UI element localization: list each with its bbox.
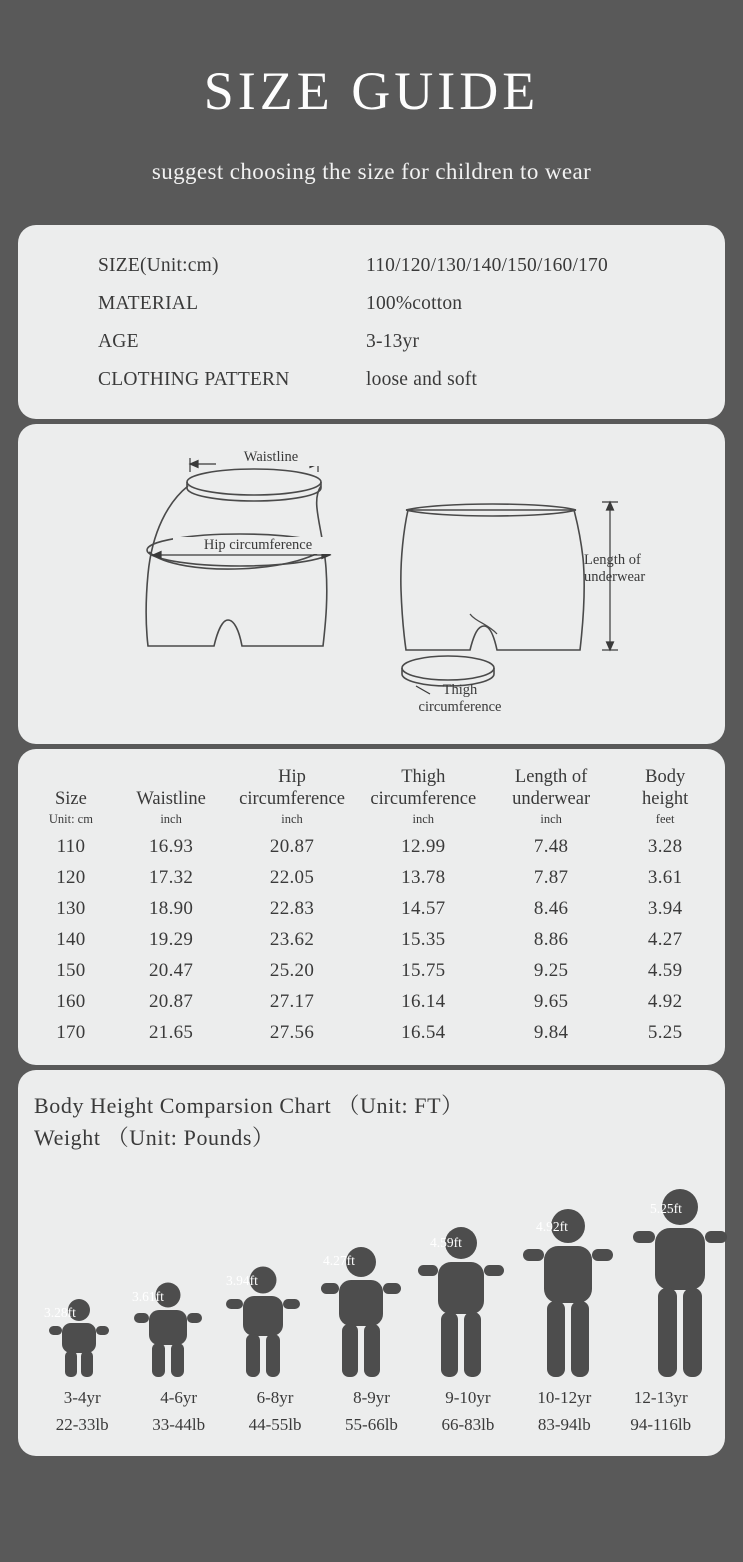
cell-thigh: 14.57: [401, 898, 446, 920]
header-hip-line2: circumference: [239, 788, 345, 809]
length-of-underwear-label: [584, 552, 714, 585]
age-label: 9-10yr: [445, 1388, 491, 1408]
cell-hip: 23.62: [269, 929, 315, 951]
height-tag-7: 5.25ft: [650, 1201, 682, 1217]
size-table-header-units: [26, 811, 717, 832]
figure-person-2: [130, 1281, 206, 1377]
figure-person-5: [414, 1225, 508, 1377]
spec-key: CLOTHING PATTERN: [98, 369, 290, 391]
cell-waistline: 20.47: [148, 960, 194, 982]
figure-person-4: [317, 1245, 405, 1377]
length-of-underwear-label-line1: Length of: [584, 552, 641, 569]
height-tag-5: 4.59ft: [430, 1235, 462, 1251]
cell-waistline: 18.90: [148, 898, 194, 920]
figure-person-6: [518, 1207, 618, 1377]
cell-size: 120: [56, 867, 86, 889]
age-weight-cell: [323, 1385, 419, 1438]
cell-length: 8.46: [533, 898, 569, 920]
age-weight-cell: [516, 1385, 612, 1438]
cell-waistline: 19.29: [148, 929, 194, 951]
cell-hip: 27.56: [269, 1022, 315, 1044]
unit-size: Unit: cm: [48, 811, 93, 826]
header-body-height-line2: height: [642, 788, 689, 809]
cell-body-height: 5.25: [647, 1022, 683, 1044]
thigh-circumference-label-line2: circumference: [418, 699, 502, 716]
cell-length: 9.25: [533, 960, 569, 982]
cell-thigh: 15.35: [401, 929, 446, 951]
measurement-diagram-panel: [18, 424, 725, 744]
weight-label: 22-33lb: [55, 1414, 109, 1434]
unit-hip: inch: [281, 811, 303, 826]
thigh-circumference-label: [380, 682, 540, 715]
cell-body-height: 3.94: [647, 898, 683, 920]
spec-key: SIZE(Unit:cm): [98, 255, 219, 277]
age-weight-row: [34, 1385, 709, 1438]
header-thigh-circumference: [358, 763, 489, 810]
cell-body-height: 3.28: [647, 836, 683, 858]
weight-label: 83-94lb: [537, 1414, 591, 1434]
cell-waistline: 21.65: [148, 1022, 194, 1044]
height-tag-4: 4.27ft: [323, 1253, 355, 1269]
age-weight-cell: [420, 1385, 516, 1438]
age-label: 8-9yr: [353, 1388, 390, 1408]
cell-body-height: 3.61: [647, 867, 683, 889]
cell-size: 110: [56, 836, 86, 858]
cell-thigh: 16.54: [401, 1022, 446, 1044]
cell-hip: 22.83: [269, 898, 315, 920]
person-icon: [518, 1207, 618, 1377]
figure-person-3: [222, 1265, 304, 1377]
cell-thigh: 13.78: [401, 867, 446, 889]
cell-waistline: 17.32: [148, 867, 194, 889]
age-weight-cell: [130, 1385, 226, 1438]
age-label: 10-12yr: [537, 1388, 592, 1408]
table-row: [26, 925, 717, 956]
size-table: [26, 763, 717, 1048]
cell-length: 7.87: [533, 867, 569, 889]
age-weight-cell: [613, 1385, 709, 1438]
unit-thigh: inch: [412, 811, 435, 826]
cell-hip: 25.20: [269, 960, 315, 982]
length-of-underwear-label-line2: underwear: [584, 569, 646, 586]
header-body-height-line1: Body: [645, 767, 686, 788]
age-weight-cell: [34, 1385, 130, 1438]
table-row: [26, 987, 717, 1018]
weight-label: 66-83lb: [441, 1414, 495, 1434]
cell-size: 130: [56, 898, 86, 920]
cell-waistline: 20.87: [148, 991, 194, 1013]
cell-thigh: 16.14: [401, 991, 446, 1013]
header-body-height: [613, 763, 717, 810]
cell-hip: 27.17: [269, 991, 315, 1013]
spec-value: 100%cotton: [366, 293, 463, 315]
spec-value: 3-13yr: [366, 331, 420, 353]
figure-person-1: [44, 1297, 114, 1377]
cell-body-height: 4.27: [647, 929, 683, 951]
header-hip-circumference: [226, 763, 357, 810]
age-weight-cell: [227, 1385, 323, 1438]
waistline-label: Waistline: [216, 449, 326, 466]
body-height-comparison-panel: [18, 1070, 725, 1456]
cell-waistline: 16.93: [148, 836, 194, 858]
age-label: 6-8yr: [256, 1388, 294, 1408]
unit-waistline: inch: [160, 811, 182, 826]
spec-key: AGE: [98, 331, 139, 353]
cell-length: 9.84: [533, 1022, 569, 1044]
header-thigh-line1: Thigh: [401, 767, 446, 788]
cell-size: 140: [56, 929, 86, 951]
spec-row: [18, 361, 725, 399]
comparison-title-line1: Body Height Comparsion Chart （Unit: FT）: [34, 1092, 464, 1118]
weight-label: 44-55lb: [248, 1414, 302, 1434]
thigh-circumference-label-line1: Thigh: [442, 682, 478, 699]
size-guide-page: [0, 62, 743, 1562]
cell-length: 9.65: [533, 991, 569, 1013]
cell-body-height: 4.59: [647, 960, 683, 982]
cell-thigh: 12.99: [401, 836, 446, 858]
spec-row: [18, 285, 725, 323]
table-row: [26, 894, 717, 925]
table-row: [26, 863, 717, 894]
table-row: [26, 832, 717, 863]
cell-hip: 22.05: [269, 867, 315, 889]
hip-circumference-label: Hip circumference: [173, 537, 343, 554]
height-tag-1: 3.28ft: [44, 1305, 76, 1321]
height-tag-3: 3.94ft: [226, 1273, 258, 1289]
cell-size: 160: [56, 991, 86, 1013]
header-size: Size: [54, 788, 87, 809]
cell-length: 7.48: [533, 836, 569, 858]
header-length-of-underwear: [489, 763, 613, 810]
header-length-line1: Length of: [514, 767, 588, 788]
page-subtitle: suggest choosing the size for children to wear: [151, 159, 592, 185]
page-title: SIZE GUIDE: [203, 61, 540, 121]
cell-size: 170: [56, 1022, 86, 1044]
figure-person-7: [628, 1187, 732, 1377]
spec-panel: [18, 225, 725, 419]
table-row: [26, 956, 717, 987]
cell-body-height: 4.92: [647, 991, 683, 1013]
age-label: 4-6yr: [160, 1388, 198, 1408]
unit-length: inch: [540, 811, 562, 826]
spec-value: loose and soft: [366, 369, 478, 391]
size-table-panel: [18, 749, 725, 1064]
cell-size: 150: [56, 960, 86, 982]
header-hip-line1: Hip: [278, 767, 306, 788]
spec-row: [18, 323, 725, 361]
table-row: [26, 1018, 717, 1049]
height-tag-6: 4.92ft: [536, 1219, 568, 1235]
comparison-title-line2: Weight （Unit: Pounds）: [34, 1124, 275, 1150]
height-tag-2: 3.61ft: [132, 1289, 164, 1305]
size-table-header-main: [26, 763, 717, 810]
header-length-line2: underwear: [512, 788, 591, 809]
spec-row: [18, 247, 725, 285]
cell-hip: 20.87: [269, 836, 315, 858]
figure-chart: [34, 1159, 709, 1377]
age-label: 12-13yr: [633, 1388, 688, 1408]
header-thigh-line2: circumference: [370, 788, 477, 809]
cell-thigh: 15.75: [401, 960, 446, 982]
unit-body-height: feet: [655, 811, 675, 826]
header-waistline: Waistline: [136, 788, 206, 809]
weight-label: 55-66lb: [345, 1414, 398, 1434]
age-label: 3-4yr: [63, 1388, 101, 1408]
cell-length: 8.86: [533, 929, 569, 951]
weight-label: 33-44lb: [152, 1414, 206, 1434]
spec-key: MATERIAL: [98, 293, 199, 315]
weight-label: 94-116lb: [630, 1414, 692, 1434]
spec-value: 110/120/130/140/150/160/170: [366, 255, 608, 277]
